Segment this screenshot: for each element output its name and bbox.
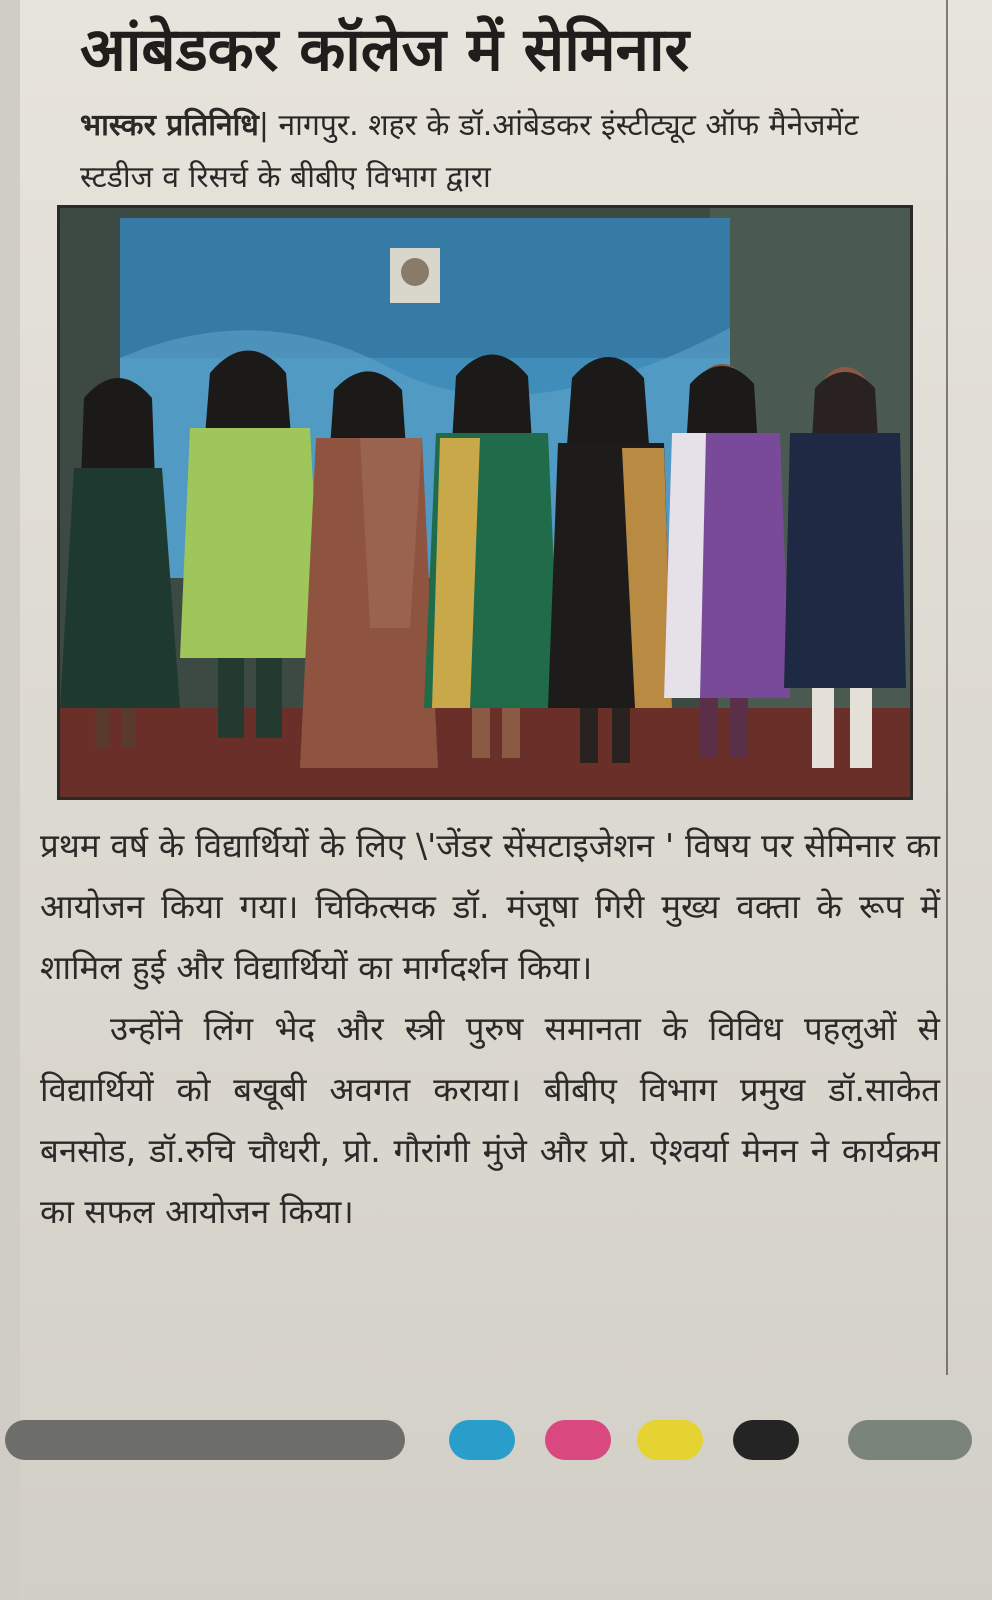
registration-dot-cyan bbox=[449, 1420, 515, 1460]
article-body bbox=[40, 815, 940, 1242]
news-photo bbox=[57, 205, 913, 800]
paragraph-1: प्रथम वर्ष के विद्यार्थियों के लिए \'जेंडर सेंसटाइजेशन ' विषय पर सेमिनार का आयोजन किया गया। चिकित्सक डॉ. मंजूषा गिरी मुख्य वक्ता के रूप में शामिल हुई और विद्यार्थियों का मार्गदर्शन किया। bbox=[40, 826, 940, 987]
registration-dot-yellow bbox=[637, 1420, 703, 1460]
backdrop-logo-emblem bbox=[401, 258, 429, 286]
registration-bar-gray bbox=[5, 1420, 405, 1460]
registration-dot-magenta bbox=[545, 1420, 611, 1460]
headline: आंबेडकर कॉलेज में सेमिनार bbox=[80, 15, 690, 85]
column-rule bbox=[946, 0, 948, 1375]
byline: भास्कर प्रतिनिधि bbox=[80, 108, 259, 143]
registration-bar-gray-right bbox=[848, 1420, 972, 1460]
intro-lede: | नागपुर. शहर के डॉ.आंबेडकर इंस्टीट्यूट ऑफ मैनेजमेंट स्टडीज व रिसर्च के बीबीए विभाग द्वारा bbox=[80, 108, 859, 195]
intro-text bbox=[80, 100, 920, 204]
group-photo-illustration bbox=[60, 208, 910, 797]
registration-dot-black bbox=[733, 1420, 799, 1460]
paragraph-2: उन्होंने लिंग भेद और स्त्री पुरुष समानता के विविध पहलुओं से विद्यार्थियों को बखूबी अवगत कराया। बीबीए विभाग प्रमुख डॉ.साकेत बनसोड, डॉ.रुचि चौधरी, प्रो. गौरांगी मुंजे और प्रो. ऐश्वर्या मेनन ने कार्यक्रम का सफल आयोजन किया। bbox=[40, 1009, 940, 1231]
